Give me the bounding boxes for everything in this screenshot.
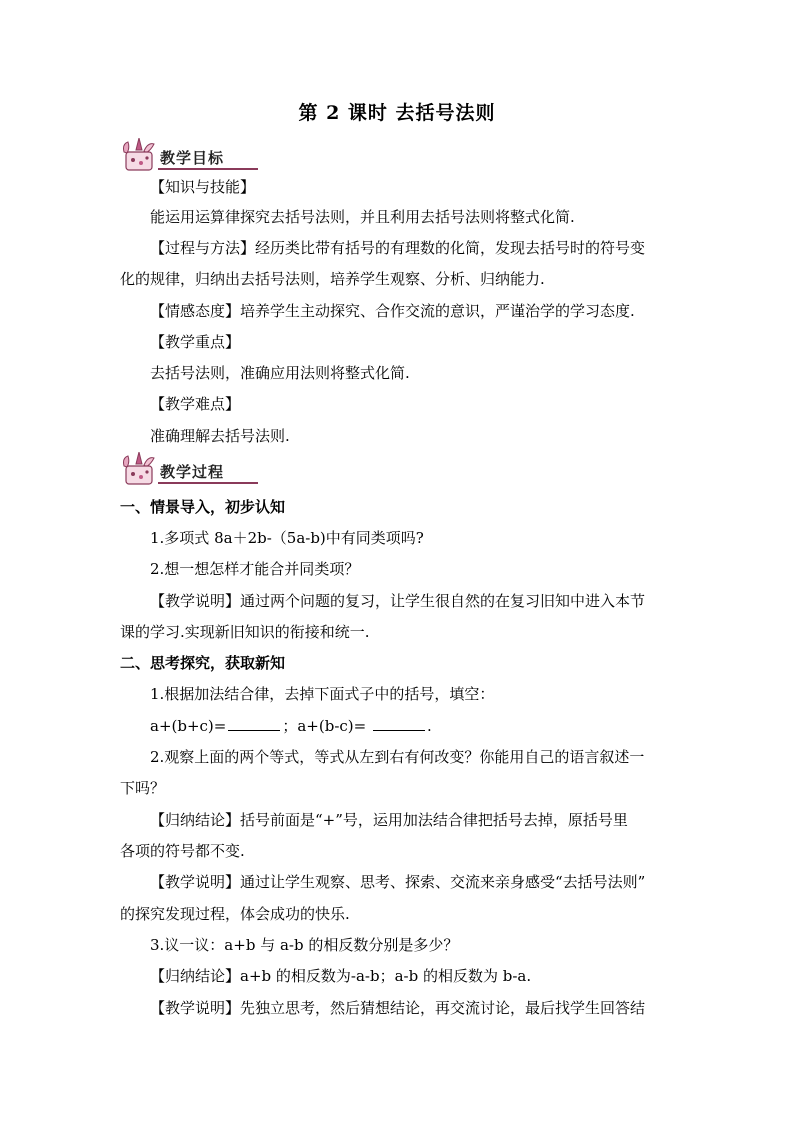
expression-2: ；a+(b-c)= (282, 717, 371, 735)
text-line: 化的规律，归纳出去括号法则，培养学生观察、分析、归纳能力. (120, 270, 545, 288)
period: . (426, 717, 432, 735)
text-line: 去括号法则，准确应用法则将整式化简. (150, 364, 410, 382)
section-header-goals (118, 138, 258, 174)
section-label-goals: 教学目标 (160, 149, 225, 167)
heading-2: 二、思考探究，获取新知 (120, 654, 286, 672)
text-line: 【归纳结论】括号前面是“+”号，运用加法结合律把括号去掉，原括号里 (150, 811, 628, 829)
text-line: 下吗？ (120, 779, 166, 797)
text-line: 课的学习.实现新旧知识的衔接和统一. (120, 623, 370, 641)
section-label-process: 教学过程 (160, 463, 225, 481)
answer-blank-1[interactable] (228, 714, 280, 731)
page-title: 第 2 课时 去括号法则 (298, 102, 496, 124)
text-line: 【知识与技能】 (150, 178, 256, 196)
text-line: 各项的符号都不变. (120, 842, 245, 860)
answer-blank-2[interactable] (373, 714, 425, 731)
text-line: 1.根据加法结合律，去掉下面式子中的括号，填空： (150, 685, 495, 703)
text-line: 【过程与方法】经历类比带有括号的有理数的化简，发现去括号时的符号变 (150, 239, 646, 257)
text-line: 准确理解去括号法则. (150, 427, 290, 445)
text-line: 【归纳结论】a+b 的相反数为-a-b；a-b 的相反数为 b-a. (150, 967, 532, 985)
text-line: 【教学难点】 (150, 395, 241, 413)
section-underline (158, 482, 258, 484)
expression-1: a+(b+c)= (150, 717, 227, 735)
text-line: 3.议一议：a+b 与 a-b 的相反数分别是多少？ (150, 936, 459, 954)
text-line: 2.想一想怎样才能合并同类项？ (150, 560, 360, 578)
fill-in-line (150, 711, 676, 741)
text-line: 能运用运算律探究去括号法则，并且利用去括号法则将整式化简. (150, 208, 575, 226)
text-line: 【情感态度】培养学生主动探究、合作交流的意识，严谨治学的学习态度. (150, 302, 635, 320)
section-header-process (118, 452, 258, 488)
text-line: 【教学重点】 (150, 333, 241, 351)
text-line: 2.观察上面的两个等式，等式从左到右有何改变？你能用自己的语言叙述一 (150, 748, 645, 766)
text-line: 1.多项式 8a＋2b-（5a-b)中有同类项吗? (150, 529, 424, 547)
text-line: 【教学说明】先独立思考，然后猜想结论，再交流讨论，最后找学生回答结 (150, 999, 646, 1017)
pencil-cup-icon (118, 452, 162, 486)
heading-1: 一、情景导入，初步认知 (120, 498, 286, 516)
section-underline (158, 168, 258, 170)
pencil-cup-icon (118, 138, 162, 172)
text-line: 【教学说明】通过两个问题的复习，让学生很自然的在复习旧知中进入本节 (150, 592, 646, 610)
text-line: 的探究发现过程，体会成功的快乐. (120, 905, 350, 923)
text-line: 【教学说明】通过让学生观察、思考、探索、交流来亲身感受“去括号法则” (150, 873, 646, 891)
